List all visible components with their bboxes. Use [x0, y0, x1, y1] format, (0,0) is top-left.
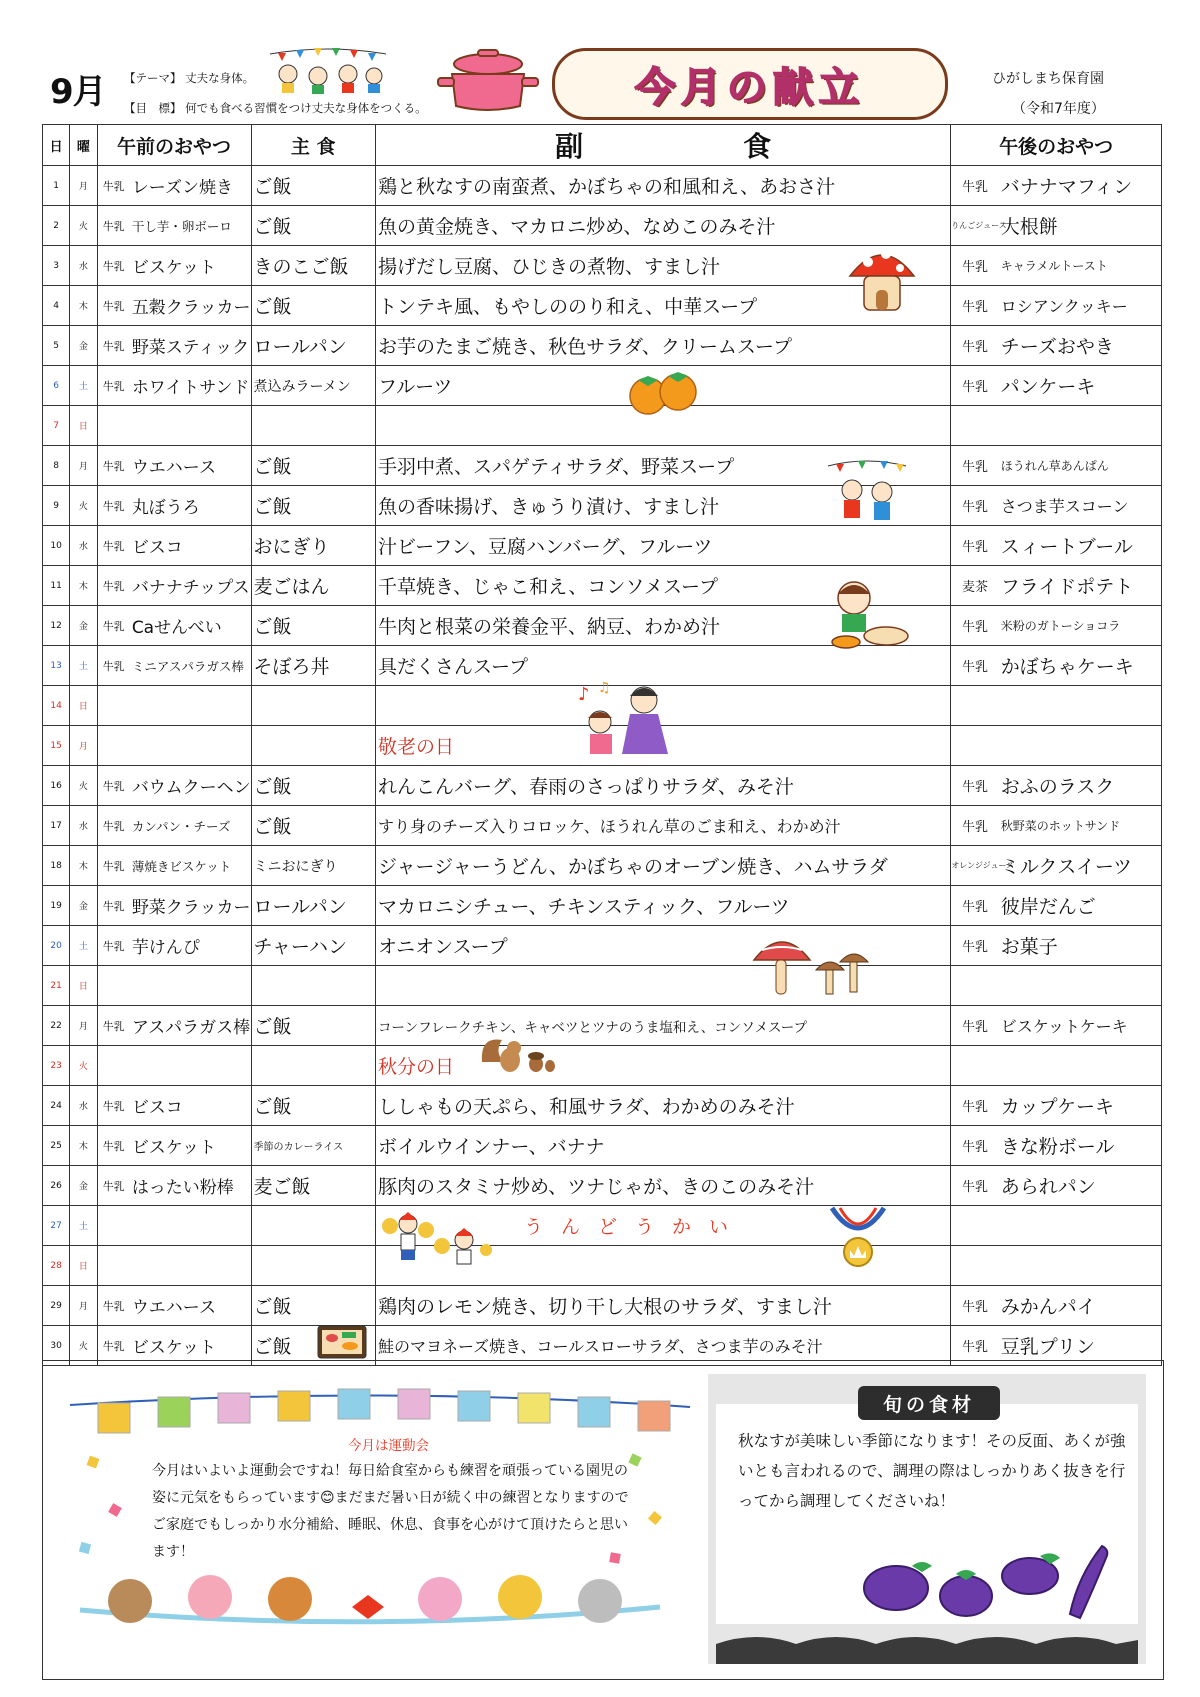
- side-dish-cell: すり身のチーズ入りコロッケ、ほうれん草のごま和え、わかめ汁: [375, 806, 950, 846]
- day-cell: 28: [43, 1246, 70, 1286]
- weekday-cell: 火: [70, 206, 97, 246]
- side-dish-cell: 敬老の日: [375, 726, 950, 766]
- pm-drink-cell: 牛乳: [951, 446, 999, 486]
- seasonal-label: 旬の食材: [858, 1386, 1000, 1420]
- mushroom-house-icon: [842, 240, 922, 320]
- pm-snack-cell: あられパン: [999, 1166, 1162, 1206]
- cooking-pot-icon: [430, 44, 550, 116]
- table-header-row: [43, 125, 1162, 166]
- weekday-cell: 月: [70, 166, 97, 206]
- staple-cell: 季節のカレーライス: [251, 1126, 375, 1166]
- weekday-cell: 土: [70, 646, 97, 686]
- day-cell: 18: [43, 846, 70, 886]
- day-cell: 8: [43, 446, 70, 486]
- pm-snack-cell: きな粉ボール: [999, 1126, 1162, 1166]
- day-cell: 25: [43, 1126, 70, 1166]
- goal-text: 【目 標】 何でも食べる習慣をつけ丈夫な身体をつくる。: [124, 101, 427, 115]
- side-dish-cell: 牛肉と根菜の栄養金平、納豆、わかめ汁: [375, 606, 950, 646]
- side-dish-cell: ボイルウインナー、バナナ: [375, 1126, 950, 1166]
- weekday-cell: 木: [70, 846, 97, 886]
- am-drink-cell: 牛乳: [97, 606, 130, 646]
- am-snack-cell: [130, 966, 251, 1006]
- weekday-cell: 土: [70, 926, 97, 966]
- am-snack-cell: アスパラガス棒: [130, 1006, 251, 1046]
- child-eating-icon: [812, 572, 912, 654]
- am-drink-cell: [97, 966, 130, 1006]
- pm-snack-cell: フライドポテト: [999, 566, 1162, 606]
- table-row: [43, 806, 1162, 846]
- am-drink-cell: 牛乳: [97, 286, 130, 326]
- am-drink-cell: 牛乳: [97, 486, 130, 526]
- am-snack-cell: ウエハース: [130, 1286, 251, 1326]
- side-dish-cell: 鮭のマヨネーズ焼き、コールスローサラダ、さつま芋のみそ汁: [375, 1326, 950, 1366]
- day-cell: 7: [43, 406, 70, 446]
- day-cell: 24: [43, 1086, 70, 1126]
- fiscal-year: （令和7年度）: [1012, 101, 1105, 117]
- am-drink-cell: 牛乳: [97, 1286, 130, 1326]
- am-drink-cell: 牛乳: [97, 246, 130, 286]
- pm-drink-cell: 牛乳: [951, 646, 999, 686]
- weekday-cell: 木: [70, 566, 97, 606]
- table-row: [43, 886, 1162, 926]
- table-row: [43, 166, 1162, 206]
- pm-drink-cell: [951, 1246, 999, 1286]
- am-drink-cell: [97, 1246, 130, 1286]
- am-snack-cell: カンパン・チーズ: [130, 806, 251, 846]
- am-drink-cell: [97, 1046, 130, 1086]
- weekday-cell: 土: [70, 1206, 97, 1246]
- am-drink-cell: 牛乳: [97, 566, 130, 606]
- table-row: [43, 566, 1162, 606]
- day-cell: 22: [43, 1006, 70, 1046]
- weekday-cell: 水: [70, 246, 97, 286]
- pm-snack-cell: ミルクスイーツ: [999, 846, 1162, 886]
- table-row: [43, 1086, 1162, 1126]
- staple-cell: ロールパン: [251, 886, 375, 926]
- pm-drink-cell: [951, 726, 999, 766]
- pm-snack-cell: 豆乳プリン: [999, 1326, 1162, 1366]
- weekday-cell: 水: [70, 806, 97, 846]
- am-snack-cell: ホワイトサンド: [130, 366, 251, 406]
- pm-drink-cell: 牛乳: [951, 1006, 999, 1046]
- side-dish-cell: オニオンスープ: [375, 926, 950, 966]
- side-dish-cell: ジャージャーうどん、かぼちゃのオーブン焼き、ハムサラダ: [375, 846, 950, 886]
- staple-cell: 麦ご飯: [251, 1166, 375, 1206]
- day-cell: 20: [43, 926, 70, 966]
- cheerleaders-icon: [382, 1206, 492, 1272]
- table-row: [43, 326, 1162, 366]
- pm-snack-cell: ロシアンクッキー: [999, 286, 1162, 326]
- menu-body: [43, 166, 1162, 1366]
- day-cell: 3: [43, 246, 70, 286]
- day-cell: 1: [43, 166, 70, 206]
- pm-drink-cell: 牛乳: [951, 926, 999, 966]
- pm-drink-cell: 牛乳: [951, 526, 999, 566]
- staple-cell: チャーハン: [251, 926, 375, 966]
- am-snack-cell: レーズン焼き: [130, 166, 251, 206]
- day-cell: 27: [43, 1206, 70, 1246]
- staple-cell: ご飯: [251, 1286, 375, 1326]
- weekday-cell: 火: [70, 1046, 97, 1086]
- weekday-cell: 金: [70, 886, 97, 926]
- weekday-cell: 日: [70, 406, 97, 446]
- pm-drink-cell: [951, 966, 999, 1006]
- pm-snack-cell: バナナマフィン: [999, 166, 1162, 206]
- page-title: 今月の献立: [635, 64, 865, 111]
- table-row: [43, 246, 1162, 286]
- pm-snack-cell: [999, 966, 1162, 1006]
- staple-cell: 麦ごはん: [251, 566, 375, 606]
- table-row: [43, 206, 1162, 246]
- am-drink-cell: 牛乳: [97, 886, 130, 926]
- side-dish-cell: れんこんバーグ、春雨のさっぱりサラダ、みそ汁: [375, 766, 950, 806]
- day-cell: 9: [43, 486, 70, 526]
- am-drink-cell: 牛乳: [97, 166, 130, 206]
- svg-text:♫: ♫: [598, 680, 611, 696]
- staple-cell: [251, 1206, 375, 1246]
- am-drink-cell: [97, 406, 130, 446]
- am-snack-cell: 野菜クラッカー: [130, 886, 251, 926]
- pm-snack-cell: [999, 726, 1162, 766]
- am-drink-cell: [97, 1206, 130, 1246]
- squirrel-acorn-icon: [478, 1032, 556, 1076]
- day-cell: 14: [43, 686, 70, 726]
- weekday-cell: 火: [70, 486, 97, 526]
- side-dish-cell: 鶏肉のレモン焼き、切り干し大根のサラダ、すまし汁: [375, 1286, 950, 1326]
- pm-snack-cell: パンケーキ: [999, 366, 1162, 406]
- day-cell: 23: [43, 1046, 70, 1086]
- eggplant-icon: [856, 1536, 1116, 1626]
- persimmon-icon: [626, 366, 702, 416]
- day-cell: 17: [43, 806, 70, 846]
- pm-snack-cell: スィートブール: [999, 526, 1162, 566]
- pm-drink-cell: 牛乳: [951, 766, 999, 806]
- weekday-cell: 日: [70, 1246, 97, 1286]
- sports-notice-body: 今月はいよいよ運動会ですね！毎日給食室からも練習を頑張っている園児の姿に元気をもらっています😊まだまだ暑い日が続く中の練習となりますのでご家庭でもしっかり水分補給、睡眠、休息、食事を心がけて頂けたらと思います！: [152, 1463, 629, 1560]
- pm-drink-cell: [951, 686, 999, 726]
- staple-cell: ご飯: [251, 766, 375, 806]
- am-snack-cell: [130, 1206, 251, 1246]
- table-row: [43, 606, 1162, 646]
- staple-cell: [251, 966, 375, 1006]
- sports-notice-title: 今月は運動会: [348, 1438, 429, 1454]
- pm-snack-cell: お菓子: [999, 926, 1162, 966]
- side-dish-cell: 具だくさんスープ: [375, 646, 950, 686]
- am-drink-cell: 牛乳: [97, 1166, 130, 1206]
- pm-snack-cell: さつま芋スコーン: [999, 486, 1162, 526]
- pm-drink-cell: 牛乳: [951, 366, 999, 406]
- am-drink-cell: 牛乳: [97, 206, 130, 246]
- am-drink-cell: 牛乳: [97, 1126, 130, 1166]
- seasonal-text: 秋なすが美味しい季節になります！その反面、あくが強いとも言われるので、調理の際はしっかりあく抜きを行ってから調理してくださいね！: [738, 1432, 1126, 1510]
- am-drink-cell: 牛乳: [97, 526, 130, 566]
- day-cell: 15: [43, 726, 70, 766]
- weekday-cell: 日: [70, 686, 97, 726]
- am-drink-cell: 牛乳: [97, 926, 130, 966]
- bento-box-icon: [316, 1324, 368, 1360]
- pm-snack-cell: カップケーキ: [999, 1086, 1162, 1126]
- pm-snack-cell: [999, 1046, 1162, 1086]
- weekday-cell: 月: [70, 726, 97, 766]
- weekday-cell: 金: [70, 1166, 97, 1206]
- side-dish-cell: お芋のたまご焼き、秋色サラダ、クリームスープ: [375, 326, 950, 366]
- mushrooms-icon: [752, 930, 872, 1002]
- weekday-cell: 火: [70, 1326, 97, 1366]
- running-kids-icon: [824, 456, 910, 528]
- am-drink-cell: 牛乳: [97, 326, 130, 366]
- day-cell: 29: [43, 1286, 70, 1326]
- weekday-cell: 木: [70, 1126, 97, 1166]
- staple-cell: そぼろ丼: [251, 646, 375, 686]
- am-snack-cell: ビスコ: [130, 1086, 251, 1126]
- weekday-cell: 月: [70, 1006, 97, 1046]
- staple-cell: ご飯: [251, 446, 375, 486]
- weekday-cell: 火: [70, 766, 97, 806]
- side-dish-cell: うんどうかい: [375, 1206, 950, 1246]
- am-snack-cell: ビスコ: [130, 526, 251, 566]
- staple-cell: [251, 1246, 375, 1286]
- table-row: [43, 766, 1162, 806]
- day-cell: 5: [43, 326, 70, 366]
- pm-drink-cell: [951, 1206, 999, 1246]
- am-snack-cell: [130, 406, 251, 446]
- am-drink-cell: 牛乳: [97, 1086, 130, 1126]
- day-cell: 19: [43, 886, 70, 926]
- day-cell: 6: [43, 366, 70, 406]
- side-dish-cell: 魚の黄金焼き、マカロニ炒め、なめこのみそ汁: [375, 206, 950, 246]
- table-row: [43, 1006, 1162, 1046]
- day-cell: 11: [43, 566, 70, 606]
- am-snack-cell: 野菜スティック: [130, 326, 251, 366]
- pm-drink-cell: 牛乳: [951, 166, 999, 206]
- pm-drink-cell: [951, 406, 999, 446]
- staple-cell: 煮込みラーメン: [251, 366, 375, 406]
- staple-cell: ご飯: [251, 486, 375, 526]
- staple-cell: きのこご飯: [251, 246, 375, 286]
- am-drink-cell: 牛乳: [97, 766, 130, 806]
- am-drink-cell: 牛乳: [97, 446, 130, 486]
- staple-cell: ご飯: [251, 286, 375, 326]
- table-row: [43, 1126, 1162, 1166]
- pm-drink-cell: 牛乳: [951, 246, 999, 286]
- am-drink-cell: [97, 726, 130, 766]
- pm-drink-cell: 麦茶: [951, 566, 999, 606]
- am-snack-cell: ミニアスパラガス棒: [130, 646, 251, 686]
- weekday-cell: 金: [70, 326, 97, 366]
- am-drink-cell: [97, 686, 130, 726]
- ground-decoration: [716, 1626, 1138, 1664]
- side-dish-cell: 揚げだし豆腐、ひじきの煮物、すまし汁: [375, 246, 950, 286]
- pm-drink-cell: 牛乳: [951, 886, 999, 926]
- weekday-cell: 水: [70, 526, 97, 566]
- table-row: [43, 966, 1162, 1006]
- am-snack-cell: [130, 1046, 251, 1086]
- am-snack-cell: はったい粉棒: [130, 1166, 251, 1206]
- pm-snack-cell: ビスケットケーキ: [999, 1006, 1162, 1046]
- side-dish-cell: 手羽中煮、スパゲティサラダ、野菜スープ: [375, 446, 950, 486]
- weekday-cell: 月: [70, 1286, 97, 1326]
- side-dish-cell: 魚の香味揚げ、きゅうり漬け、すまし汁: [375, 486, 950, 526]
- day-cell: 2: [43, 206, 70, 246]
- pm-snack-cell: [999, 1246, 1162, 1286]
- pm-snack-cell: 大根餅: [999, 206, 1162, 246]
- am-snack-cell: ビスケット: [130, 1326, 251, 1366]
- grandmother-child-icon: [572, 678, 676, 758]
- pm-snack-cell: おふのラスク: [999, 766, 1162, 806]
- staple-cell: ご飯: [251, 606, 375, 646]
- table-row: [43, 1166, 1162, 1206]
- pm-drink-cell: 牛乳: [951, 1286, 999, 1326]
- table-row: [43, 846, 1162, 886]
- side-dish-cell: 鶏と秋なすの南蛮煮、かぼちゃの和風和え、あおさ汁: [375, 166, 950, 206]
- weekday-cell: 水: [70, 1086, 97, 1126]
- staple-cell: ご飯: [251, 1086, 375, 1126]
- day-cell: 12: [43, 606, 70, 646]
- pm-snack-cell: [999, 1206, 1162, 1246]
- am-snack-cell: [130, 1246, 251, 1286]
- staple-cell: [251, 406, 375, 446]
- header-staple: 主 食: [251, 125, 375, 166]
- side-dish-cell: マカロニシチュー、チキンスティック、フルーツ: [375, 886, 950, 926]
- table-row: [43, 486, 1162, 526]
- pm-snack-cell: 秋野菜のホットサンド: [999, 806, 1162, 846]
- pm-snack-cell: キャラメルトースト: [999, 246, 1162, 286]
- table-row: [43, 526, 1162, 566]
- am-drink-cell: 牛乳: [97, 846, 130, 886]
- pm-drink-cell: りんごジュース: [951, 206, 999, 246]
- pm-snack-cell: [999, 406, 1162, 446]
- pm-drink-cell: 牛乳: [951, 326, 999, 366]
- table-row: [43, 1206, 1162, 1246]
- table-row: [43, 1286, 1162, 1326]
- month-label: 9月: [50, 72, 106, 112]
- pm-drink-cell: 牛乳: [951, 806, 999, 846]
- weekday-cell: 金: [70, 606, 97, 646]
- weekday-cell: 日: [70, 966, 97, 1006]
- pm-drink-cell: 牛乳: [951, 286, 999, 326]
- staple-cell: ご飯: [251, 166, 375, 206]
- day-cell: 10: [43, 526, 70, 566]
- am-drink-cell: 牛乳: [97, 366, 130, 406]
- pm-snack-cell: みかんパイ: [999, 1286, 1162, 1326]
- staple-cell: ご飯: [251, 1006, 375, 1046]
- am-snack-cell: [130, 686, 251, 726]
- weekday-cell: 月: [70, 446, 97, 486]
- staple-cell: ご飯: [251, 806, 375, 846]
- header-dow: 曜: [70, 125, 97, 166]
- am-drink-cell: 牛乳: [97, 646, 130, 686]
- side-dish-cell: 豚肉のスタミナ炒め、ツナじゃが、きのこのみそ汁: [375, 1166, 950, 1206]
- staple-cell: [251, 726, 375, 766]
- staple-cell: [251, 1046, 375, 1086]
- staple-cell: [251, 686, 375, 726]
- school-name: ひがしまち保育園: [992, 71, 1104, 87]
- side-dish-cell: コーンフレークチキン、キャベツとツナのうま塩和え、コンソメスープ: [375, 1006, 950, 1046]
- am-snack-cell: 干し芋・卵ボーロ: [130, 206, 251, 246]
- kids-flags-illustration: [268, 46, 388, 96]
- pm-drink-cell: オレンジジュース: [951, 846, 999, 886]
- pm-snack-cell: かぼちゃケーキ: [999, 646, 1162, 686]
- am-drink-cell: 牛乳: [97, 806, 130, 846]
- table-row: [43, 366, 1162, 406]
- am-snack-cell: [130, 726, 251, 766]
- pm-drink-cell: 牛乳: [951, 1166, 999, 1206]
- pm-drink-cell: [951, 1046, 999, 1086]
- pm-drink-cell: 牛乳: [951, 486, 999, 526]
- table-row: [43, 1246, 1162, 1286]
- header-am-snack: 午前のおやつ: [97, 125, 251, 166]
- day-cell: 4: [43, 286, 70, 326]
- am-snack-cell: 丸ぼうろ: [130, 486, 251, 526]
- medal-icon: [826, 1204, 890, 1270]
- am-snack-cell: ビスケット: [130, 246, 251, 286]
- side-dish-cell: 千草焼き、じゃこ和え、コンソメスープ: [375, 566, 950, 606]
- theme-text: 【テーマ】 丈夫な身体。: [124, 71, 255, 85]
- pm-snack-cell: 彼岸だんご: [999, 886, 1162, 926]
- pm-drink-cell: 牛乳: [951, 606, 999, 646]
- pm-snack-cell: チーズおやき: [999, 326, 1162, 366]
- staple-cell: ご飯: [251, 1326, 375, 1366]
- table-row: [43, 406, 1162, 446]
- side-dish-cell: トンテキ風、もやしののり和え、中華スープ: [375, 286, 950, 326]
- day-cell: 16: [43, 766, 70, 806]
- header-pm-snack: 午後のおやつ: [951, 125, 1162, 166]
- staple-cell: ミニおにぎり: [251, 846, 375, 886]
- am-snack-cell: 芋けんぴ: [130, 926, 251, 966]
- am-snack-cell: ビスケット: [130, 1126, 251, 1166]
- pm-snack-cell: ほうれん草あんぱん: [999, 446, 1162, 486]
- am-snack-cell: バナナチップス: [130, 566, 251, 606]
- table-row: [43, 1046, 1162, 1086]
- staple-cell: ご飯: [251, 206, 375, 246]
- pm-drink-cell: 牛乳: [951, 1086, 999, 1126]
- header-side: 副食: [375, 125, 950, 166]
- pm-drink-cell: 牛乳: [951, 1326, 999, 1366]
- table-row: [43, 446, 1162, 486]
- side-dish-cell: フルーツ: [375, 366, 950, 406]
- side-dish-cell: 秋分の日: [375, 1046, 950, 1086]
- staple-cell: おにぎり: [251, 526, 375, 566]
- side-dish-cell: 汁ビーフン、豆腐ハンバーグ、フルーツ: [375, 526, 950, 566]
- am-drink-cell: 牛乳: [97, 1006, 130, 1046]
- side-dish-cell: ししゃもの天ぷら、和風サラダ、わかめのみそ汁: [375, 1086, 950, 1126]
- day-cell: 13: [43, 646, 70, 686]
- table-row: [43, 286, 1162, 326]
- am-snack-cell: ウエハース: [130, 446, 251, 486]
- weekday-cell: 土: [70, 366, 97, 406]
- am-snack-cell: 薄焼きビスケット: [130, 846, 251, 886]
- am-snack-cell: Caせんべい: [130, 606, 251, 646]
- svg-text:♪: ♪: [578, 684, 590, 705]
- pm-snack-cell: 米粉のガトーショコラ: [999, 606, 1162, 646]
- day-cell: 21: [43, 966, 70, 1006]
- day-cell: 26: [43, 1166, 70, 1206]
- am-drink-cell: 牛乳: [97, 1326, 130, 1366]
- pm-snack-cell: [999, 686, 1162, 726]
- am-snack-cell: 五穀クラッカー: [130, 286, 251, 326]
- staple-cell: ロールパン: [251, 326, 375, 366]
- weekday-cell: 木: [70, 286, 97, 326]
- day-cell: 30: [43, 1326, 70, 1366]
- header-day: 日: [43, 125, 70, 166]
- title-banner: [552, 48, 948, 120]
- pm-drink-cell: 牛乳: [951, 1126, 999, 1166]
- am-snack-cell: バウムクーヘン: [130, 766, 251, 806]
- table-row: [43, 926, 1162, 966]
